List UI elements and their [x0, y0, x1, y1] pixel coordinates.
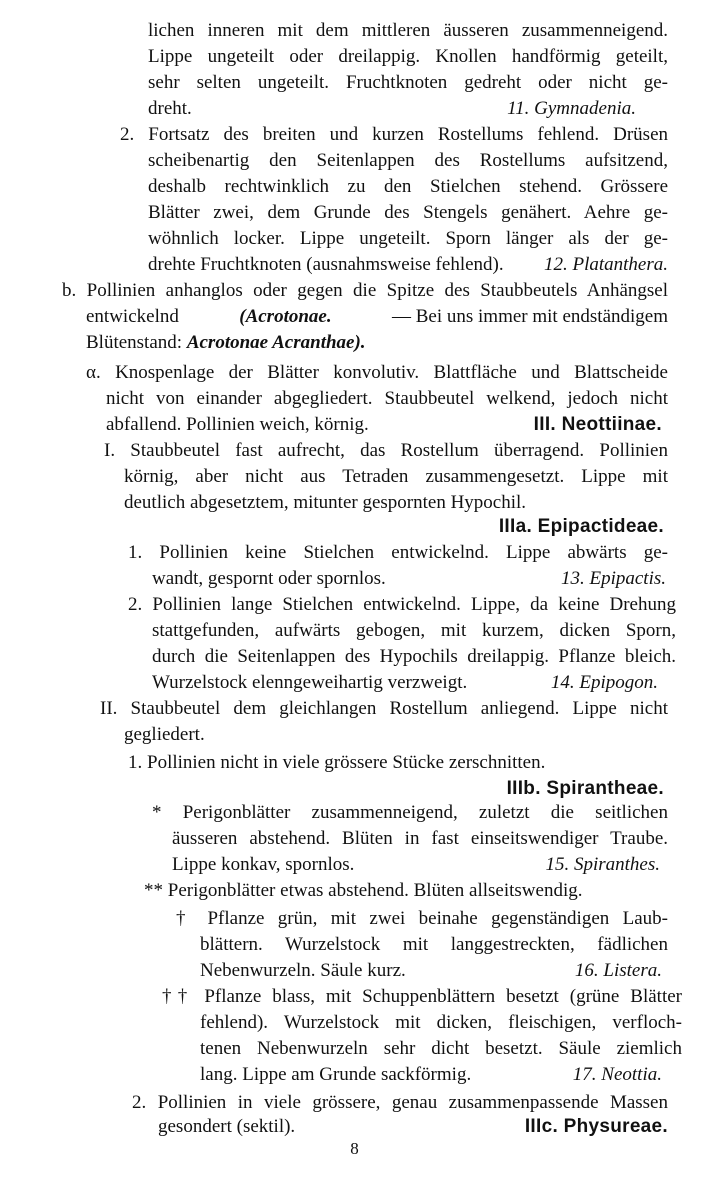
entry-platanthera-continuation	[148, 148, 668, 278]
section-II-1-text	[128, 750, 618, 776]
entry-epipactis-text	[128, 540, 668, 566]
text-fragment: entwickelnd	[86, 306, 179, 327]
entry-listera-continuation	[200, 932, 668, 984]
text-line: deutlich abgesetztem, mitunter gespornten Hypochil.	[124, 492, 527, 513]
text-line-with-heading	[158, 1114, 668, 1140]
text-fragment: drehte Fruchtknoten (ausnahmsweise fehlend).	[148, 254, 504, 275]
text-line: 2. Pollinien in viele grössere, genau zusammenpassende Massen	[132, 1092, 668, 1113]
section-II-text	[100, 696, 668, 722]
section-double-star-text	[144, 878, 664, 904]
text-fragment: wandt, gespornt oder spornlos.	[152, 568, 386, 589]
text-line: stattgefunden, aufwärts gebogen, mit kurzem, dicken Sporn,	[152, 620, 676, 641]
entry-platanthera-text	[120, 122, 668, 148]
entry-epipogon-text	[128, 592, 676, 618]
group-name: Acrotonae Acranthae).	[186, 332, 366, 353]
section-I-continuation	[124, 464, 668, 516]
tribe-heading-spirantheae: IIIb. Spirantheae.	[506, 778, 664, 799]
text-line	[86, 304, 668, 330]
text-line: gegliedert.	[124, 724, 205, 745]
text-fragment: Blütenstand:	[86, 332, 183, 353]
text-line: II. Staubbeutel dem gleichlangen Rostellum anliegend. Lippe nicht	[100, 698, 668, 719]
text-line: sehr selten ungeteilt. Fruchtknoten gedreht oder nicht ge-	[148, 72, 668, 93]
text-line: körnig, aber nicht aus Tetraden zusammengesetzt. Lippe mit	[124, 466, 668, 487]
text-line: α. Knospenlage der Blätter konvolutiv. Blattfläche und Blattscheide	[86, 362, 668, 383]
text-line-with-heading	[106, 412, 668, 438]
genus-reference: 15. Spiranthes.	[545, 854, 660, 875]
section-alpha-continuation	[106, 386, 668, 438]
section-II-continuation	[124, 722, 668, 748]
text-line-with-reference	[172, 852, 668, 878]
text-line: fehlend). Wurzelstock mit dicken, fleischigen, verfloch-	[200, 1012, 682, 1033]
text-line: scheibenartig den Seitenlappen des Rostellums aufsitzend,	[148, 150, 668, 171]
text-fragment: abfallend. Pollinien weich, körnig.	[106, 414, 369, 435]
text-line-with-reference	[148, 252, 668, 278]
genus-reference: 11. Gymnadenia.	[507, 98, 636, 119]
text-line: ** Perigonblätter etwas abstehend. Blüten allseitswendig.	[144, 880, 583, 901]
tribe-heading-epipactideae: IIIa. Epipactideae.	[498, 516, 664, 537]
text-line: äusseren abstehend. Blüten in fast einseitswendiger Traube.	[172, 828, 668, 849]
text-line: 1. Pollinien keine Stielchen entwickelnd. Lippe abwärts ge-	[128, 542, 668, 563]
text-line: blättern. Wurzelstock mit langgestreckten, fädlichen	[200, 934, 668, 955]
text-fragment: dreht.	[148, 98, 192, 119]
text-line: wöhnlich locker. Lippe ungeteilt. Sporn länger als der ge-	[148, 228, 668, 249]
text-line: deshalb rechtwinklich zu den Stielchen stehend. Grössere	[148, 176, 668, 197]
text-line: tenen Nebenwurzeln sehr dicht besetzt. Säule ziemlich	[200, 1038, 682, 1059]
text-line: 2. Fortsatz des breiten und kurzen Rostellums fehlend. Drüsen	[120, 124, 668, 145]
genus-reference: 12. Platanthera.	[543, 254, 668, 275]
subtribe-heading: III. Neottiinae.	[533, 414, 662, 435]
text-line: * Perigonblätter zusammenneigend, zuletzt die seitlichen	[152, 802, 668, 823]
genus-reference: 17. Neottia.	[572, 1064, 662, 1085]
entry-listera-text	[176, 906, 668, 932]
text-line: 1. Pollinien nicht in viele grössere Stücke zerschnitten.	[128, 752, 546, 773]
text-line: Lippe ungeteilt oder dreilappig. Knollen handförmig geteilt,	[148, 46, 668, 67]
entry-neottia-continuation	[200, 1010, 682, 1088]
genus-reference: 14. Epipogon.	[550, 672, 658, 693]
section-alpha-text	[86, 360, 668, 386]
section-II-2-continuation	[158, 1114, 668, 1140]
text-line-with-reference	[200, 958, 668, 984]
tribe-heading-physureae: IIIc. Physureae.	[524, 1116, 668, 1137]
text-fragment: Nebenwurzeln. Säule kurz.	[200, 960, 406, 981]
section-b-continuation	[86, 304, 668, 356]
text-line: b. Pollinien anhanglos oder gegen die Spitze des Staubbeutels Anhängsel	[62, 280, 668, 301]
text-line: lichen inneren mit dem mittleren äusseren zusammenneigend.	[148, 20, 668, 41]
section-b-text	[62, 278, 668, 304]
group-name: (Acrotonae.	[239, 306, 332, 327]
page-number: 8	[350, 1139, 359, 1158]
text-line: nicht von einander abgegliedert. Staubbeutel welkend, jedoch nicht	[106, 388, 668, 409]
entry-spiranthes-continuation	[172, 826, 668, 878]
text-line-with-reference	[152, 670, 676, 696]
section-II-2-text	[132, 1090, 668, 1116]
text-line: Blätter zwei, dem Grunde des Stengels genähert. Aehre ge-	[148, 202, 668, 223]
entry-epipactis-continuation	[152, 566, 668, 592]
entry-spiranthes-text	[152, 800, 668, 826]
text-line-with-reference	[148, 96, 668, 122]
text-line	[86, 330, 668, 356]
text-line-with-reference	[200, 1062, 682, 1088]
entry-gymnadenia-text	[148, 18, 668, 122]
text-fragment: Wurzelstock elenngeweihartig verzweigt.	[152, 672, 468, 693]
text-line: I. Staubbeutel fast aufrecht, das Rostellum überragend. Pollinien	[104, 440, 668, 461]
text-line: 2. Pollinien lange Stielchen entwickelnd. Lippe, da keine Drehung	[128, 594, 676, 615]
text-fragment: lang. Lippe am Grunde sackförmig.	[200, 1064, 472, 1085]
section-I-text	[104, 438, 668, 464]
genus-reference: 16. Listera.	[574, 960, 662, 981]
text-line: † Pflanze grün, mit zwei beinahe gegenständigen Laub-	[176, 908, 668, 929]
genus-reference: 13. Epipactis.	[560, 568, 666, 589]
text-line-with-reference	[152, 566, 668, 592]
entry-epipogon-continuation	[152, 618, 676, 696]
text-fragment: gesondert (sektil).	[158, 1116, 296, 1137]
text-line: †† Pflanze blass, mit Schuppenblättern besetzt (grüne Blätter	[162, 986, 682, 1007]
entry-neottia-text	[162, 984, 682, 1010]
text-line: durch die Seitenlappen des Hypochils dreilappig. Pflanze bleich.	[152, 646, 676, 667]
text-fragment: — Bei uns immer mit endständigem	[392, 306, 668, 327]
text-fragment: Lippe konkav, spornlos.	[172, 854, 355, 875]
